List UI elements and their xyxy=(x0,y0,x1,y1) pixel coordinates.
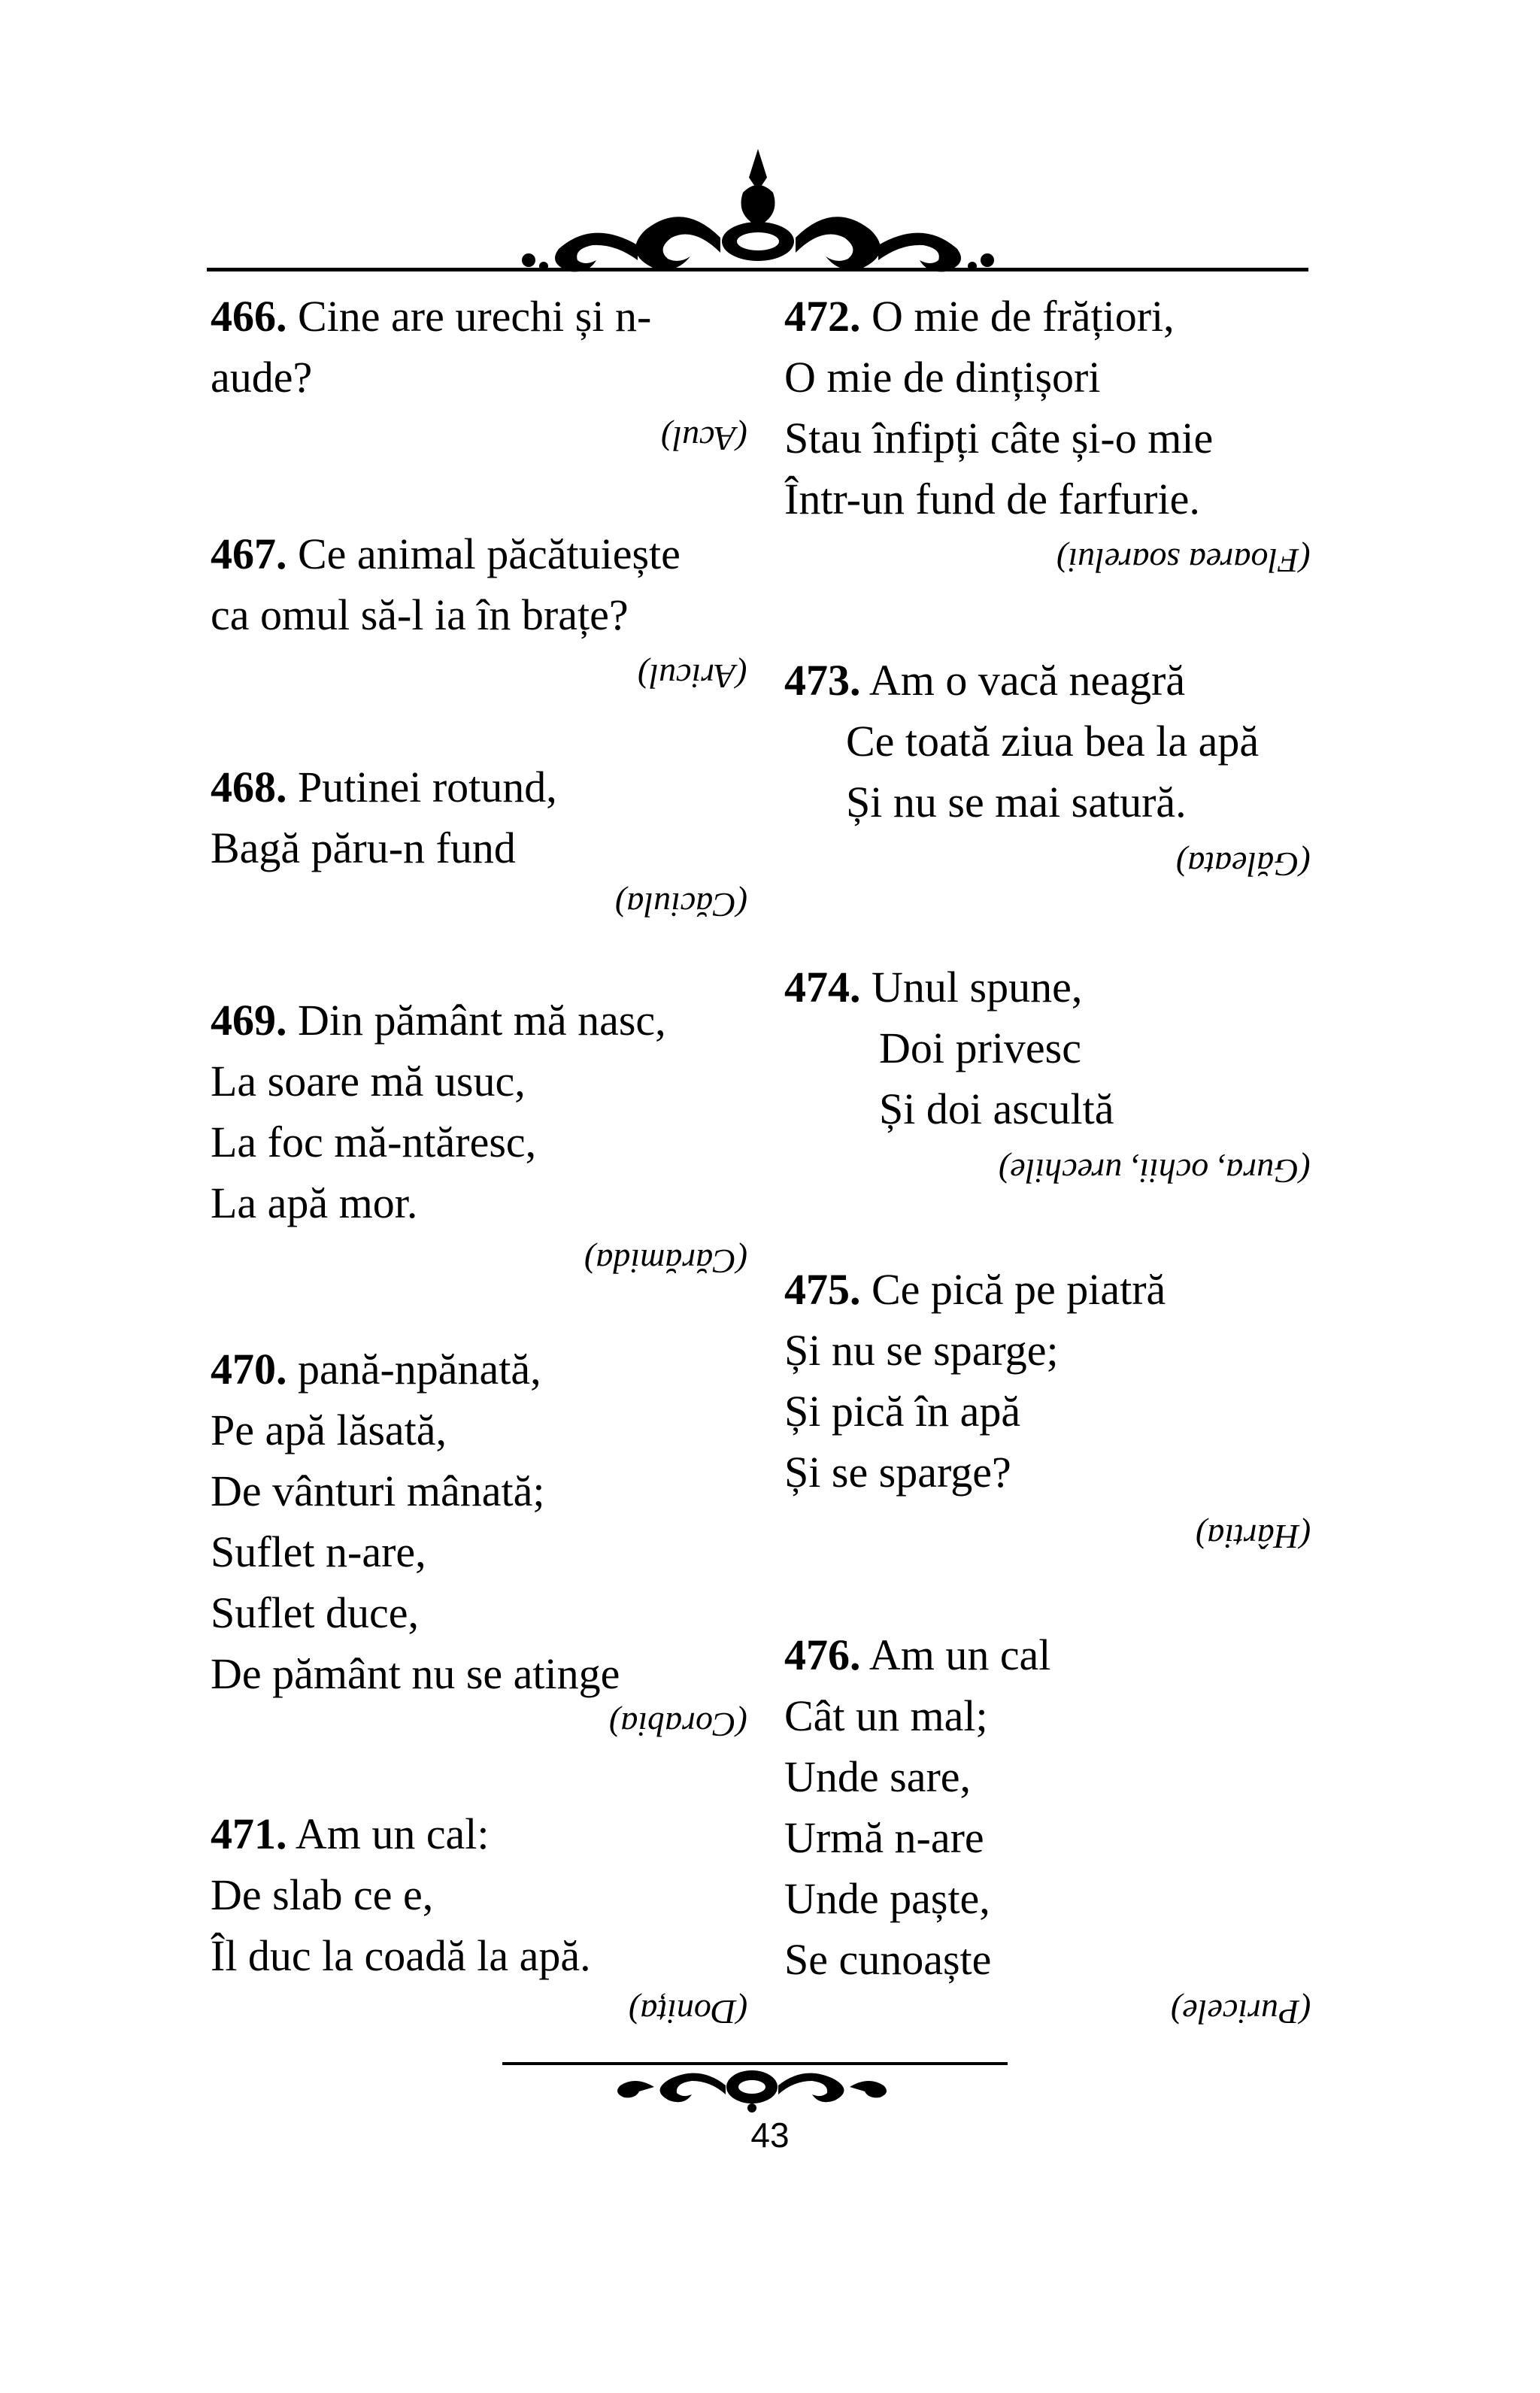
riddle-line: Și doi ascultă xyxy=(879,1084,1114,1133)
riddle-466 xyxy=(211,286,752,458)
riddle-answer: (Floarea soarelui) xyxy=(1056,541,1311,580)
riddle-line: Stau înfipți câte și-o mie xyxy=(784,414,1214,463)
riddle-number: 470. xyxy=(211,1345,287,1394)
riddle-474 xyxy=(784,957,1311,1190)
riddle-number: 472. xyxy=(784,292,861,341)
riddle-471 xyxy=(211,1803,752,2031)
riddle-line: Am un cal: xyxy=(295,1809,490,1858)
riddle-467 xyxy=(211,523,752,696)
riddle-473 xyxy=(784,650,1311,884)
riddle-line: De vânturi mânată; xyxy=(211,1466,545,1515)
riddle-line: Din pământ mă nasc, xyxy=(298,996,666,1045)
riddle-line: Și nu se mai satură. xyxy=(846,778,1187,826)
riddle-number: 473. xyxy=(784,656,861,705)
riddle-line: Am o vacă neagră xyxy=(869,656,1186,705)
riddle-line: De pământ nu se atinge xyxy=(211,1649,620,1698)
riddle-answer: (Hârtia) xyxy=(1195,1518,1311,1556)
riddle-number: 467. xyxy=(211,529,287,578)
riddle-line: Suflet duce, xyxy=(211,1588,420,1637)
riddle-line: Ce toată ziua bea la apă xyxy=(846,717,1260,766)
riddle-line: La apă mor. xyxy=(211,1178,418,1227)
riddle-number: 469. xyxy=(211,996,287,1045)
riddle-line: Îl duc la coadă la apă. xyxy=(211,1931,591,1980)
riddle-number: 476. xyxy=(784,1630,861,1679)
riddle-answer: (Puricele) xyxy=(1170,1993,1311,2031)
page-number: 43 xyxy=(750,2115,790,2155)
riddle-line: O mie de frățiori, xyxy=(872,292,1175,341)
riddle-line: Cine are urechi și n- xyxy=(298,292,652,341)
riddle-line: pană-npănată, xyxy=(298,1345,541,1394)
riddle-line: ca omul să-l ia în brațe? xyxy=(211,590,629,639)
riddle-line: Putinei rotund, xyxy=(298,763,557,811)
riddle-line: Cât un mal; xyxy=(784,1691,988,1740)
riddle-answer: (Acul) xyxy=(661,420,747,458)
riddle-line: Unul spune, xyxy=(872,963,1083,1011)
riddle-468 xyxy=(211,757,752,924)
riddle-line: Unde sare, xyxy=(784,1752,972,1801)
riddle-line: La soare mă usuc, xyxy=(211,1057,526,1106)
riddle-line: Ce pică pe piatră xyxy=(872,1265,1166,1314)
riddle-line: Bagă păru-n fund xyxy=(211,823,516,872)
bottom-ornament-icon xyxy=(609,2064,895,2117)
riddle-answer: (Cărămida) xyxy=(584,1242,747,1281)
riddle-line: Și se sparge? xyxy=(784,1448,1011,1497)
riddle-answer: (Gura, ochii, urechile) xyxy=(999,1152,1311,1190)
riddle-line: O mie de dințișori xyxy=(784,353,1101,402)
riddle-number: 466. xyxy=(211,292,287,341)
riddle-line: La foc mă-ntăresc, xyxy=(211,1118,537,1166)
riddle-line: Pe apă lăsată, xyxy=(211,1406,447,1454)
riddle-line: Urmă n-are xyxy=(784,1813,984,1862)
riddle-answer: (Aricul) xyxy=(638,657,747,696)
riddle-number: 474. xyxy=(784,963,861,1011)
riddle-470 xyxy=(211,1339,752,1744)
riddle-answer: (Donița) xyxy=(628,1993,747,2031)
riddle-475 xyxy=(784,1259,1311,1556)
riddle-line: aude? xyxy=(211,353,313,402)
riddle-472 xyxy=(784,286,1311,580)
riddle-line: Într-un fund de farfurie. xyxy=(784,475,1200,523)
riddle-line: Ce animal păcătuiește xyxy=(298,529,681,578)
riddle-answer: (Căciula) xyxy=(614,886,747,924)
riddle-line: Și pică în apă xyxy=(784,1387,1021,1436)
riddle-number: 468. xyxy=(211,763,287,811)
riddle-line: Unde paște, xyxy=(784,1874,990,1923)
riddle-line: Suflet n-are, xyxy=(211,1527,426,1576)
riddle-476 xyxy=(784,1624,1311,2031)
riddle-line: Și nu se sparge; xyxy=(784,1326,1059,1375)
riddle-answer: (Corabia) xyxy=(609,1706,747,1744)
riddle-line: De slab ce e, xyxy=(211,1870,434,1919)
riddle-line: Am un cal xyxy=(869,1630,1051,1679)
riddle-line: Se cunoaște xyxy=(784,1935,992,1984)
riddle-answer: (Găleata) xyxy=(1176,845,1311,884)
riddle-number: 471. xyxy=(211,1809,287,1858)
top-ornament-icon xyxy=(502,147,1014,283)
riddle-469 xyxy=(211,990,752,1281)
top-divider-rule xyxy=(207,268,1308,271)
riddle-number: 475. xyxy=(784,1265,861,1314)
riddle-line: Doi privesc xyxy=(879,1024,1081,1072)
